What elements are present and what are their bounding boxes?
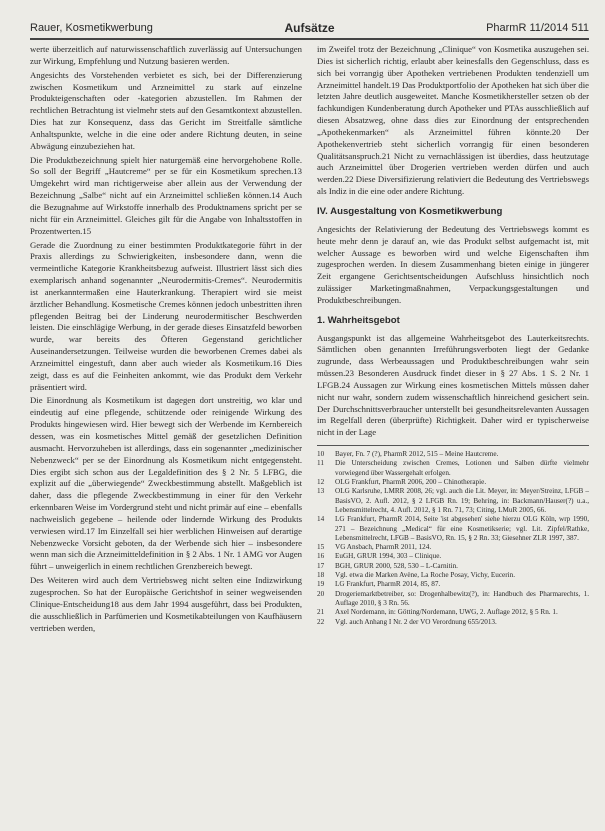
paragraph: Gerade die Zuordnung zu einer bestimmten Produktkategorie führt in der Praxis allerdings zu Schwierigkeiten, insbesondere dann, wenn die vermeintliche Kategorie Krankheitsbezug aufweist. Illustriert lässt sich dies exemplarisch anhand sogenannter „Neurodermitis-Cremes“. Neurodermitis ist anerkanntermaßen eine Hauterkrankung. Therapiert wird sie meist ärztlicher Behandlung. Kosmetische Cremes können jedoch unbestritten ihren pflegenden Beitrag bei der Linderung neurodermitischer Beschwerden leisten. Die einschlägige Werbung, in der gerade dieses Einsatzfeld beworben wurde, war bereits des Öfteren Gegenstand gerichtlicher Auseinandersetzungen. Teilweise wurden die beworbenen Cremes dabei als Arzneimittel eingestuft, dann aber auch wieder als Kosmetikum.16 Dies zeigt, dass es auf die Feinheiten ankommt, wie das Produkt dem Verkehr präsentiert wird. xyxy=(30,239,302,392)
footnote xyxy=(317,562,589,571)
footnote-number: 14 xyxy=(317,515,325,524)
paragraph: Ausgangspunkt ist das allgemeine Wahrheitsgebot des Lauterkeitsrechts. Sämtlichen oben genannten Irreführungsverboten liegt der Gedanke zugrunde, dass Werbeaussagen und Produktbeschreibungen wahr sein müssen.23 Besonderen Ausdruck findet dieser in § 27 Abs. 1 S. 2 Nr. 1 LFGB.24 Aussagen zur Wirkung eines kosmetischen Mittels müssen daher nicht nur wahr, sondern zudem wissenschaftlich hinreichend gesichert sein. Der Durchschnittsverbraucher unterstellt bei gesundheitsrelevanten Aussagen im Regelfall deren (überprüfte) Richtigkeit. Daher wird er typischerweise nicht in der Lage xyxy=(317,332,589,438)
paragraph: Angesichts der Relativierung der Bedeutung des Vertriebswegs kommt es heute mehr denn je darauf an, wie das Produkt selbst aufgemacht ist, mit welcher Aussage es beworben wird und welche Eigenschaften ihm zugesprochen werden. In diesem Zusammenhang bieten einige in jüngerer Zeit ergangene Gerichtsentscheidungen Aufschluss hinsichtlich noch zulässiger Marketingmaßnahmen, Verpackungsgestaltungen und Produktbeschreibungen. xyxy=(317,223,589,305)
footnote-text: BGH, GRUR 2000, 528, 530 – L-Carnitin. xyxy=(335,561,458,570)
footnote-text: EuGH, GRUR 1994, 303 – Clinique. xyxy=(335,552,442,561)
header-author: Rauer, Kosmetikwerbung xyxy=(30,22,153,34)
footnote xyxy=(317,450,589,459)
running-header xyxy=(30,22,589,38)
footnote-number: 16 xyxy=(317,552,325,561)
footnote-text: Axel Nordemann, in: Götting/Nordemann, UWG, 2. Auflage 2012, § 5 Rn. 1. xyxy=(335,608,558,617)
footnote-number: 11 xyxy=(317,459,324,468)
footnote xyxy=(317,571,589,580)
footnote xyxy=(317,543,589,552)
paragraph: im Zweifel trotz der Bezeichnung „Clinique“ von Kosmetika auszugehen sei. Dies ist sicherlich richtig, erlaubt aber keinesfalls den Gegenschluss, dass es sich bei vorrangig über Apotheken vertriebenen Produkten tendenziell um Arzneimittel handelt.19 Das Produktportfolio der Apotheken hat sich über die letzten Jahre deutlich ausgeweitet. Manche Kosmetikhersteller setzen ob der fachkundigen Kundenberatung durch Apotheker und PTAs ausschließlich auf diesen Absatzweg, ohne dass dies zur Einordnung der entsprechenden „Apothekenmarken“ als Arzneimittel führen könnte.20 Der Apothekenvertrieb steht sicherlich vorrangig für einen besonderen Qualitätsanspruch.21 Nicht zu vernachlässigen ist überdies, dass heutzutage auch Arzneimittel über Drogerien vertrieben werden dürfen und auch werden.22 Diese Diversifizierung relativiert die Bedeutung des Vertriebswegs als Indiz in die eine oder andere Richtung. xyxy=(317,44,589,197)
footnote-number: 18 xyxy=(317,571,325,580)
footnote-text: LG Frankfurt, PharmR 2014, 85, 87. xyxy=(335,580,441,589)
footnote xyxy=(317,618,589,627)
paragraph: Des Weiteren wird auch dem Vertriebsweg nicht selten eine Indizwirkung zugesprochen. So hat der Europäische Gerichtshof in seiner wegweisenden Clinique-Entscheidung18 aus dem Jahr 1994 ausgeführt, dass bei Produkten, die ausschließlich in Parfümerien und Kosmetikabteilungen von Kaufhäusern vertrieben werden, xyxy=(30,575,302,633)
footnote-number: 15 xyxy=(317,543,325,552)
right-column xyxy=(317,44,589,627)
paragraph: Angesichts des Vorstehenden verbietet es sich, bei der Differenzierung zwischen Kosmetikum und Arzneimittel zu stark auf einzelne Produkteigenschaften oder -kategorien abzustellen. Im Rahmen der rechtlichen Betrachtung ist vielmehr stets auf den Gesamtkontext abzustellen. Dies hat zur Konsequenz, dass das Gericht im Streitfalle sämtliche Anhaltspunkte, welche in die eine oder andere Richtung deuten, in seine Abwägung einzubeziehen hat. xyxy=(30,69,302,151)
footnote xyxy=(317,608,589,617)
footnote xyxy=(317,459,589,478)
header-journal-page: PharmR 11/2014 511 xyxy=(486,22,589,34)
footnote-text: OLG Frankfurt, PharmR 2006, 200 – Chinotherapie. xyxy=(335,478,487,487)
footnote xyxy=(317,590,589,609)
footnote-text: Die Unterscheidung zwischen Cremes, Lotionen und Salben dürfte vielmehr vorwiegend über Wassergehalt erfolgen. xyxy=(335,459,589,477)
footnote xyxy=(317,580,589,589)
footnote-text: Bayer, Fn. 7 (?), PharmR 2012, 515 – Meine Hautcreme. xyxy=(335,450,499,459)
paragraph: Die Einordnung als Kosmetikum ist dagegen dort unstreitig, wo klar und eindeutig auf eine pflegende, schützende oder reinigende Wirkung des Produkts hingewiesen wird. Hier bewegt sich der Werbende im Kernbereich dessen, was ein kosmetisches Mittel gemäß der gesetzlichen Definition ausmacht. Hervorzuheben ist allerdings, dass ein sogenannter „medizinischer Nebenzweck“ per se der Einordnung als Kosmetikum nicht entgegensteht. Dies ergibt sich schon aus der Legaldefinition des § 2 Nr. 5 LFBG, die explizit auf die „überwiegende“ Zweckbestimmung abstellt. Maßgeblich ist daher, dass die pflegende Zweckbestimmung in einer für den Verkehr erkennbaren Weise im Vordergrund steht und nicht primär auf eine – ebenfalls nachweislich gegebene – heilende oder lindernde Wirkung des Produkts verwiesen wird.17 Im Einzelfall sei hier werblichen Hinweisen auf derartige Nebenzwecke Vorsicht geboten, da der Werbende sich hier – insbesondere wenn man sich die Arzneimitteldefinition in § 2 Abs. 1 Nr. 1 AMG vor Augen führt – unweigerlich in einem rechtlichen Grenzbereich bewegt. xyxy=(30,395,302,572)
footnote-number: 20 xyxy=(317,589,325,598)
footnote-text: Vgl. etwa die Marken Avène, La Roche Posay, Vichy, Eucerin. xyxy=(335,571,515,580)
footnote-number: 21 xyxy=(317,608,325,617)
footnote xyxy=(317,478,589,487)
footnote-number: 10 xyxy=(317,450,325,459)
footnote-number: 17 xyxy=(317,561,325,570)
footnote-text: LG Frankfurt, PharmR 2014, Seite 'ist abgesehen' siehe hierzu OLG Köln, wrp 1990, 271 – Bezeichnung „Medical“ für eine Kosmetikserie; vgl. Lit. Zipfel/Rathke, Lebensmittelrecht, LFGB – BasisVO, Rn. 15, § 2 Rn. 33; Giesehner ZLR 1997, 387. xyxy=(335,515,589,542)
footnote xyxy=(317,552,589,561)
paragraph: werte überzeitlich auf naturwissenschaftlich zuverlässig auf Untersuchungen zur Wirkung, Empfehlung und Nutzung basieren werden. xyxy=(30,44,302,66)
footnote-text: VG Ansbach, PharmR 2011, 124. xyxy=(335,543,432,552)
footnote-text: OLG Karlsruhe, LMRR 2008, 26; vgl. auch die Lit. Meyer, in: Meyer/Streinz, LFGB – BasisVO, 2. Aufl. 2012, § 2 LFGB Rn. 19; Behring, in: Backmann/Hauser(?) u.a., Lebensmittelrecht, 4. Aufl. 2012, § 1 Rn. 71, 73; Citing, LMuR 2005, 66. xyxy=(335,487,589,514)
footnote-text: Drogeriemarktbetreiber, so: Drogenhalbewitz(?), in: Handbuch des Pharmarechts, 1. Auflage 2010, § 3 Rn. 56. xyxy=(335,589,589,607)
section-heading: IV. Ausgestaltung von Kosmetikwerbung xyxy=(317,205,503,217)
left-column xyxy=(30,44,302,636)
footnote xyxy=(317,515,589,543)
footnotes xyxy=(317,445,589,627)
footnote-text: Vgl. auch Anhang I Nr. 2 der VO Verordnung 655/2013. xyxy=(335,617,497,626)
paragraph: Die Produktbezeichnung spielt hier naturgemäß eine hervorgehobene Rolle. So soll der Begriff „Hautcreme“ per se für ein Kosmetikum sprechen.13 Umgekehrt wird man richtigerweise aber allein aus der Verwendung der Bezeichnung „Salbe“ nicht auf ein Arzneimittel schließen können.14 Auch die Bezugnahme auf Wirkstoffe innerhalb des Produktnamens spricht per se nicht für ein Arzneimittel. Gleiches gilt für die Angabe von Inhaltsstoffen in Prozentwerten.15 xyxy=(30,154,302,236)
footnote xyxy=(317,487,589,515)
footnote-number: 12 xyxy=(317,478,325,487)
subsection-heading: 1. Wahrheitsgebot xyxy=(317,314,400,326)
footnote-number: 22 xyxy=(317,617,325,626)
header-section: Aufsätze xyxy=(284,21,335,35)
footnote-number: 13 xyxy=(317,487,325,496)
header-rule xyxy=(30,38,589,40)
footnote-number: 19 xyxy=(317,580,325,589)
